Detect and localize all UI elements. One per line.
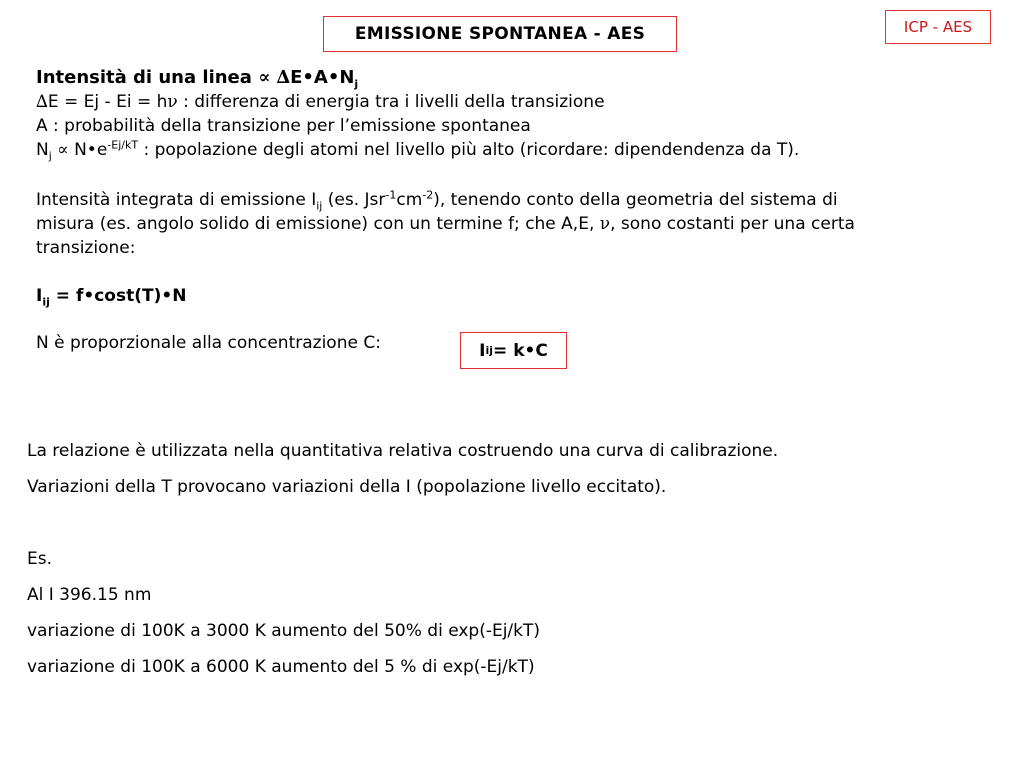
calibration-note: La relazione è utilizzata nella quantitativa relativa costruendo una curva di calibrazione. xyxy=(27,441,779,461)
example-label: Es. xyxy=(27,549,53,569)
intensity-heading: Intensità di una linea ∝ $\Delta E•A•N_j$ xyxy=(36,67,359,91)
calibration-formula-box: I ij = k•C xyxy=(460,332,567,369)
variation-line-6000k: variazione di 100K a 6000 K aumento del 5 % di exp(-Ej/kT) xyxy=(27,657,535,677)
topic-tag-text: ICP - AES xyxy=(903,18,973,36)
slide-title xyxy=(323,16,677,52)
temperature-note: Variazioni della T provocano variazioni della I (popolazione livello eccitato). xyxy=(27,477,667,497)
integrated-intensity-line-2: misura (es. angolo solido di emissione) con un termine f; che A,E, ν, sono costanti per una certa xyxy=(36,214,855,234)
integrated-intensity-block xyxy=(36,188,855,260)
probability-line: A : probabilità della transizione per l’emissione spontanea xyxy=(36,116,531,136)
proportionality-text: N è proporzionale alla concentrazione C: xyxy=(36,333,381,353)
example-line: Al I 396.15 nm xyxy=(27,585,152,605)
variation-line-3000k: variazione di 100K a 3000 K aumento del 50% di exp(-Ej/kT) xyxy=(27,621,541,641)
energy-difference-line: ∆E = Ej - Ei = hν : differenza di energia tra i livelli della transizione xyxy=(36,92,605,112)
definitions-block xyxy=(36,66,799,162)
integrated-intensity-line-3: transizione: xyxy=(36,238,136,258)
topic-tag xyxy=(885,10,991,44)
integrated-intensity-line-1: Intensità integrata di emissione $I_{ij}$ (es. $Jsr^{-1}cm^{-2}$), tenendo conto della geometria del sistema di xyxy=(36,188,838,213)
intensity-formula: $I_{ij}$ = f•cost(T)•N xyxy=(36,286,187,309)
population-line: $N_j$ ∝ $N•e^{-Ej/kT}$ : popolazione degli atomi nel livello più alto (ricordare: dipendendenza da T). xyxy=(36,138,800,163)
slide-title-text: EMISSIONE SPONTANEA - AES xyxy=(354,24,646,44)
